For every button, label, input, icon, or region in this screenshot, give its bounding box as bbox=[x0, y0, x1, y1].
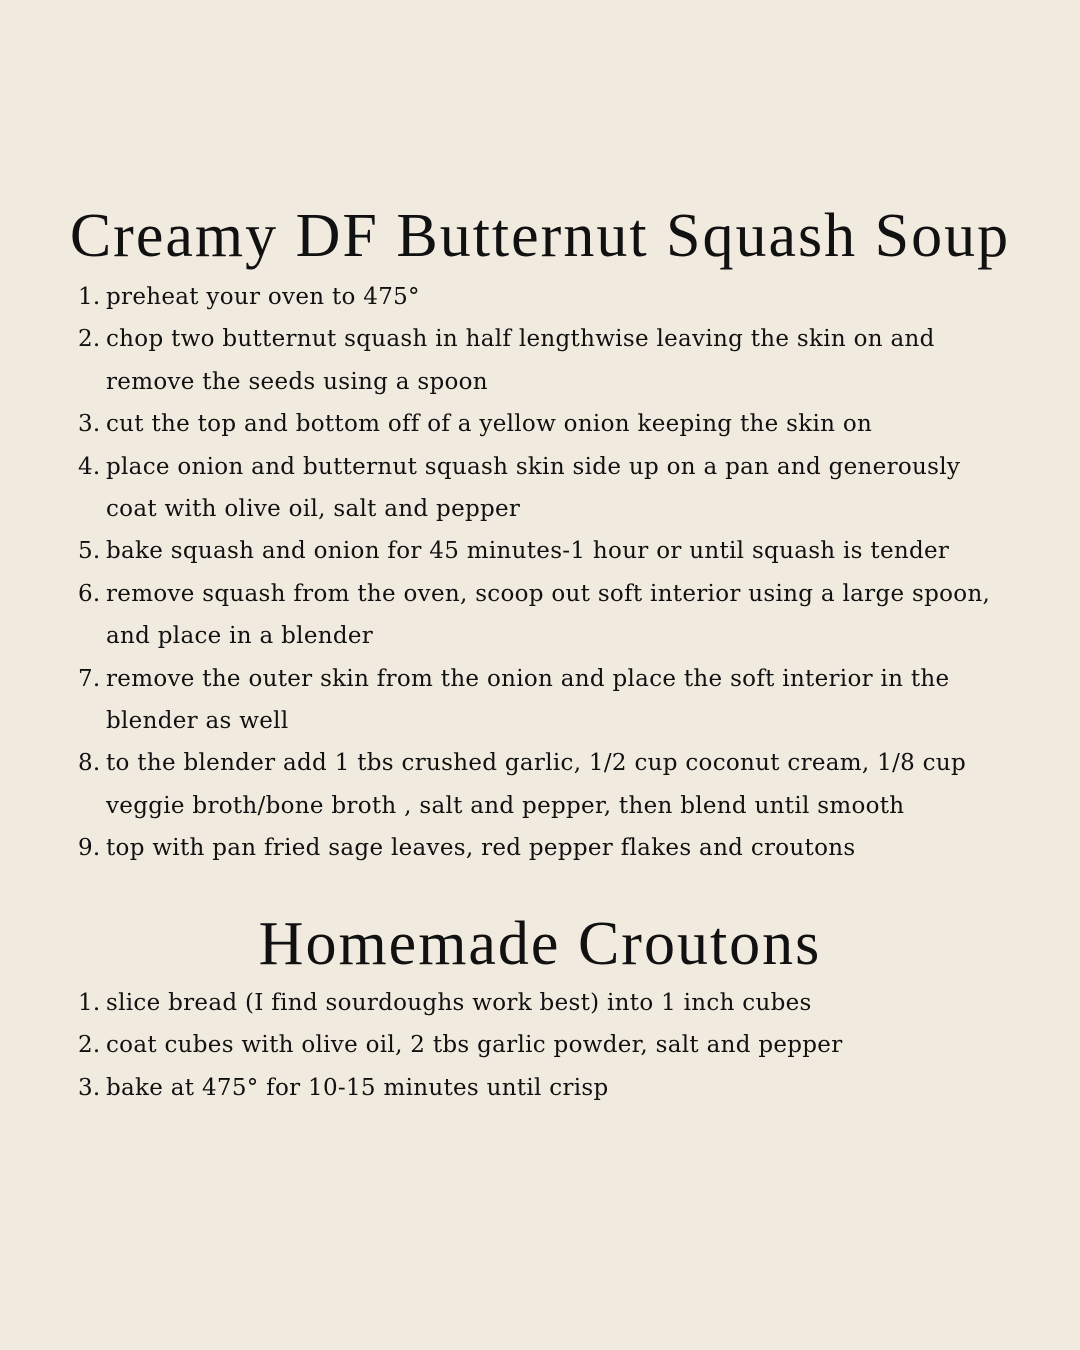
step-line bbox=[0, 318, 1080, 360]
step-line bbox=[0, 1024, 1080, 1066]
step-line bbox=[0, 530, 1080, 572]
step-number: 3. bbox=[78, 411, 101, 438]
step-text: slice bread (I find sourdoughs work best) into 1 inch cubes bbox=[106, 990, 812, 1016]
step-number: 4. bbox=[78, 453, 101, 480]
step-number: 3. bbox=[78, 1074, 101, 1101]
step-text: preheat your oven to 475° bbox=[106, 284, 420, 310]
step-line bbox=[0, 982, 1080, 1024]
step-text: and place in a blender bbox=[106, 623, 374, 650]
step-number: 7. bbox=[78, 665, 101, 692]
step-number: 6. bbox=[78, 580, 101, 607]
step-number: 1. bbox=[78, 284, 101, 310]
step-text: coat cubes with olive oil, 2 tbs garlic powder, salt and pepper bbox=[106, 1032, 843, 1059]
step-continuation-line bbox=[0, 488, 1080, 530]
step-line bbox=[0, 658, 1080, 700]
step-text: bake at 475° for 10-15 minutes until crisp bbox=[106, 1074, 609, 1101]
step-number: 1. bbox=[78, 990, 101, 1016]
recipe-steps-list bbox=[0, 276, 1080, 870]
step-line bbox=[0, 403, 1080, 445]
step-continuation-line bbox=[0, 700, 1080, 742]
step-number: 8. bbox=[78, 750, 101, 777]
step-text: blender as well bbox=[106, 708, 289, 735]
step-continuation-line bbox=[0, 361, 1080, 403]
step-text: bake squash and onion for 45 minutes-1 hour or until squash is tender bbox=[106, 538, 950, 565]
step-line bbox=[0, 276, 1080, 318]
step-number: 5. bbox=[78, 538, 101, 565]
step-number: 2. bbox=[78, 326, 101, 353]
recipe-title: Creamy DF Butternut Squash Soup bbox=[69, 202, 1011, 270]
step-number: 9. bbox=[78, 835, 101, 862]
step-line bbox=[0, 446, 1080, 488]
step-continuation-line bbox=[0, 785, 1080, 827]
step-number: 2. bbox=[78, 1032, 101, 1059]
step-line bbox=[0, 742, 1080, 784]
step-text: top with pan fried sage leaves, red pepper flakes and croutons bbox=[106, 835, 856, 862]
step-text: coat with olive oil, salt and pepper bbox=[106, 496, 521, 523]
step-text: remove the outer skin from the onion and place the soft interior in the bbox=[106, 665, 950, 692]
step-text: remove squash from the oven, scoop out soft interior using a large spoon, bbox=[106, 580, 991, 607]
step-text: chop two butternut squash in half lengthwise leaving the skin on and bbox=[106, 326, 935, 353]
croutons-title: Homemade Croutons bbox=[258, 910, 822, 978]
step-text: to the blender add 1 tbs crushed garlic, 1/2 cup coconut cream, 1/8 cup bbox=[106, 750, 966, 777]
step-line bbox=[0, 573, 1080, 615]
step-line bbox=[0, 827, 1080, 869]
step-text: remove the seeds using a spoon bbox=[106, 368, 488, 395]
step-text: veggie broth/bone broth , salt and pepper, then blend until smooth bbox=[106, 792, 905, 819]
step-text: cut the top and bottom off of a yellow onion keeping the skin on bbox=[106, 411, 873, 438]
step-text: place onion and butternut squash skin side up on a pan and generously bbox=[106, 453, 961, 480]
step-continuation-line bbox=[0, 615, 1080, 657]
step-line bbox=[0, 1067, 1080, 1109]
croutons-steps-list bbox=[0, 982, 1080, 1109]
